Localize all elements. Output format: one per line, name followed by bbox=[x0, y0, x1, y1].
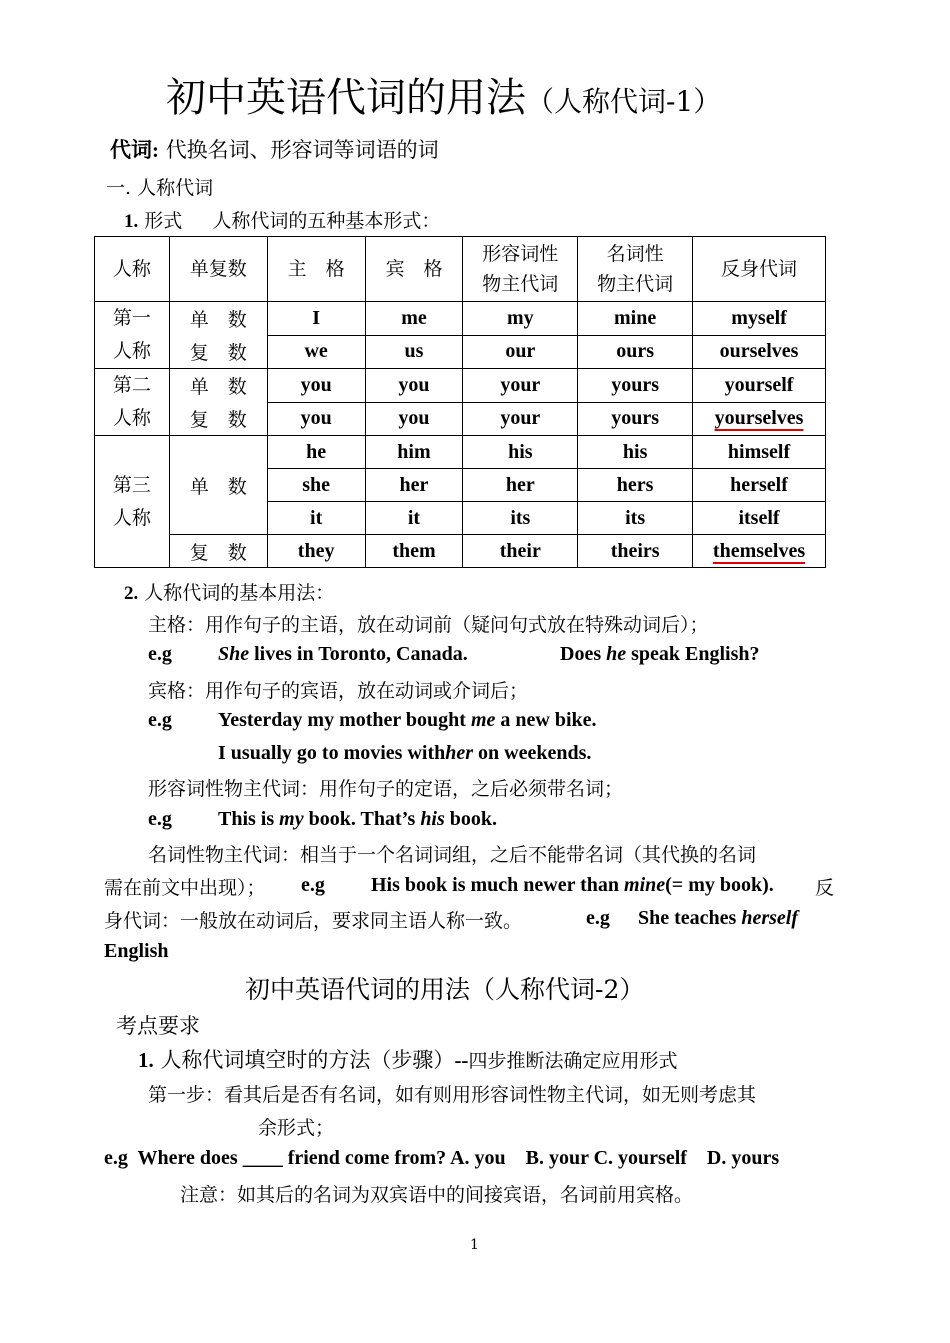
table-cell: he bbox=[267, 436, 365, 469]
table-cell: they bbox=[267, 535, 365, 568]
sentence-text: His book is much newer than bbox=[371, 874, 625, 896]
header-subject: 主 格 bbox=[267, 237, 365, 302]
example-sentence bbox=[638, 907, 798, 930]
pronoun-highlight: his bbox=[420, 808, 445, 830]
item-2-text: 人称代词的基本用法： bbox=[144, 582, 335, 604]
pronoun-highlight: She bbox=[218, 643, 250, 665]
number-singular: 单 数 bbox=[169, 369, 267, 403]
table-cell: theirs bbox=[578, 535, 693, 568]
table-cell: it bbox=[267, 502, 365, 535]
item-3-text: 人称代词填空时的方法（步骤） bbox=[160, 1048, 455, 1072]
table-cell: me bbox=[365, 302, 463, 336]
question-text: Where does ____ friend come from? A. you B. your C. yourself D. yours bbox=[137, 1147, 780, 1169]
item-1-number: 1. bbox=[124, 211, 139, 232]
eg-label: e.g bbox=[301, 874, 325, 896]
table-cell: you bbox=[365, 402, 463, 436]
step-1-text-cont: 余形式； bbox=[258, 1117, 335, 1139]
table-row bbox=[95, 335, 826, 369]
usage-noun-possessive-cont: 需在前文中出现）； bbox=[104, 877, 266, 899]
item-1-label: 形式 bbox=[144, 210, 183, 232]
section-title-2: 初中英语代词的用法（人称代词-2） bbox=[245, 975, 645, 1004]
example-sentence bbox=[218, 808, 497, 831]
table-cell: ours bbox=[578, 335, 693, 369]
item-2-number: 2. bbox=[124, 583, 139, 604]
eg-label: e.g bbox=[148, 643, 172, 665]
table-cell: our bbox=[463, 335, 578, 369]
table-row bbox=[95, 535, 826, 568]
table-cell: yours bbox=[578, 402, 693, 436]
table-cell: her bbox=[463, 469, 578, 502]
table-header-row bbox=[95, 237, 826, 302]
table-cell: them bbox=[365, 535, 463, 568]
header-reflexive: 反身代词 bbox=[693, 237, 826, 302]
pronoun-highlight: he bbox=[606, 643, 627, 665]
eg-label: e.g bbox=[104, 1147, 128, 1169]
table-cell: his bbox=[578, 436, 693, 469]
table-cell: your bbox=[463, 402, 578, 436]
table-row bbox=[95, 402, 826, 436]
usage-reflexive-start: 反 bbox=[815, 877, 835, 899]
table-cell: us bbox=[365, 335, 463, 369]
number-singular: 单 数 bbox=[169, 302, 267, 336]
eg-label: e.g bbox=[148, 808, 172, 830]
item-1-heading bbox=[124, 206, 440, 233]
item-3-tail: 四步推断法确定应用形式 bbox=[468, 1050, 678, 1072]
sentence-text: speak English? bbox=[626, 643, 760, 665]
table-cell: myself bbox=[693, 302, 826, 336]
table-cell: you bbox=[365, 369, 463, 403]
table-cell: my bbox=[463, 302, 578, 336]
table-cell: herself bbox=[693, 469, 826, 502]
table-cell: yours bbox=[578, 369, 693, 403]
table-cell: his bbox=[463, 436, 578, 469]
person-first: 第一 人称 bbox=[95, 302, 170, 369]
header-noun-possessive: 名词性 物主代词 bbox=[578, 237, 693, 302]
kaodian-heading: 考点要求 bbox=[116, 1014, 200, 1038]
underlined-word: yourselves bbox=[714, 407, 804, 430]
sentence-text: This is bbox=[218, 808, 280, 830]
table-cell: her bbox=[365, 469, 463, 502]
person-second: 第二 人称 bbox=[95, 369, 170, 436]
header-number: 单复数 bbox=[169, 237, 267, 302]
header-adj-possessive: 形容词性 物主代词 bbox=[463, 237, 578, 302]
table-cell: hers bbox=[578, 469, 693, 502]
definition-text: 代换名词、形容词等词语的词 bbox=[165, 138, 439, 162]
note-text: 注意：如其后的名词为双宾语中的间接宾语，名词前用宾格。 bbox=[180, 1184, 694, 1206]
sentence-text: She teaches bbox=[638, 907, 742, 929]
example-sentence-end: English bbox=[104, 940, 169, 962]
table-cell: itself bbox=[693, 502, 826, 535]
pronoun-table bbox=[94, 236, 826, 568]
sentence-text: on weekends. bbox=[473, 742, 592, 764]
header-object: 宾 格 bbox=[365, 237, 463, 302]
header-person: 人称 bbox=[95, 237, 170, 302]
item-3-heading bbox=[138, 1044, 677, 1074]
number-singular: 单 数 bbox=[169, 436, 267, 535]
sentence-text: Does bbox=[560, 643, 607, 665]
table-cell: you bbox=[267, 402, 365, 436]
table-cell: it bbox=[365, 502, 463, 535]
table-cell: your bbox=[463, 369, 578, 403]
table-cell: she bbox=[267, 469, 365, 502]
usage-subject: 主格：用作句子的主语，放在动词前（疑问句式放在特殊动词后）； bbox=[148, 614, 709, 636]
table-cell: its bbox=[578, 502, 693, 535]
page-title bbox=[166, 66, 721, 123]
usage-adj-possessive: 形容词性物主代词：用作句子的定语，之后必须带名词； bbox=[148, 778, 624, 800]
table-cell: we bbox=[267, 335, 365, 369]
table-cell: ourselves bbox=[693, 335, 826, 369]
table-cell: you bbox=[267, 369, 365, 403]
section-heading-1: 一. 人称代词 bbox=[106, 177, 214, 199]
example-sentence bbox=[560, 643, 760, 666]
underlined-word: themselves bbox=[712, 539, 806, 562]
example-question bbox=[104, 1147, 779, 1170]
table-row bbox=[95, 436, 826, 469]
table-cell: their bbox=[463, 535, 578, 568]
pronoun-highlight: herself bbox=[741, 907, 798, 929]
item-1-text: 人称代词的五种基本形式： bbox=[212, 210, 441, 232]
number-plural: 复 数 bbox=[169, 535, 267, 568]
sentence-text: book. That’s bbox=[303, 808, 421, 830]
example-sentence bbox=[371, 874, 774, 897]
sentence-text: Yesterday my mother bought bbox=[218, 709, 471, 731]
pronoun-highlight: my bbox=[279, 808, 304, 830]
sentence-text: a new bike. bbox=[495, 709, 597, 731]
sentence-text: book. bbox=[444, 808, 498, 830]
example-sentence bbox=[218, 643, 468, 666]
table-cell bbox=[693, 535, 826, 568]
usage-object: 宾格：用作句子的宾语，放在动词或介词后； bbox=[148, 680, 529, 702]
eg-label: e.g bbox=[586, 907, 610, 929]
number-plural: 复 数 bbox=[169, 335, 267, 369]
item-2-heading bbox=[124, 578, 334, 605]
table-cell bbox=[693, 402, 826, 436]
table-cell: himself bbox=[693, 436, 826, 469]
pronoun-highlight: her bbox=[445, 742, 474, 764]
page-number: 1 bbox=[470, 1237, 479, 1253]
number-plural: 复 数 bbox=[169, 402, 267, 436]
table-cell: him bbox=[365, 436, 463, 469]
usage-reflexive: 身代词：一般放在动词后，要求同主语人称一致。 bbox=[104, 910, 523, 932]
table-row bbox=[95, 302, 826, 336]
sentence-text: I usually go to movies with bbox=[218, 742, 446, 764]
item-3-dash: -- bbox=[454, 1048, 469, 1072]
example-sentence bbox=[218, 709, 597, 732]
usage-noun-possessive: 名词性物主代词：相当于一个名词词组，之后不能带名词（其代换的名词 bbox=[148, 844, 757, 866]
eg-label: e.g bbox=[148, 709, 172, 731]
table-cell: mine bbox=[578, 302, 693, 336]
title-sub: （人称代词-1） bbox=[526, 85, 722, 118]
table-cell: its bbox=[463, 502, 578, 535]
pronoun-highlight: mine bbox=[624, 874, 666, 896]
table-cell: yourself bbox=[693, 369, 826, 403]
definition-label: 代词: bbox=[110, 138, 159, 162]
item-3-number: 1. bbox=[138, 1048, 154, 1072]
definition-line bbox=[110, 134, 439, 164]
table-cell: I bbox=[267, 302, 365, 336]
title-main: 初中英语代词的用法 bbox=[166, 75, 526, 121]
table-row bbox=[95, 369, 826, 403]
pronoun-highlight: me bbox=[470, 709, 496, 731]
step-1-text: 第一步：看其后是否有名词，如有则用形容词性物主代词，如无则考虑其 bbox=[148, 1084, 757, 1106]
sentence-text: (= my book). bbox=[665, 874, 774, 896]
example-sentence bbox=[218, 742, 591, 765]
person-third: 第三 人称 bbox=[95, 436, 170, 568]
sentence-text: lives in Toronto, Canada. bbox=[249, 643, 468, 665]
